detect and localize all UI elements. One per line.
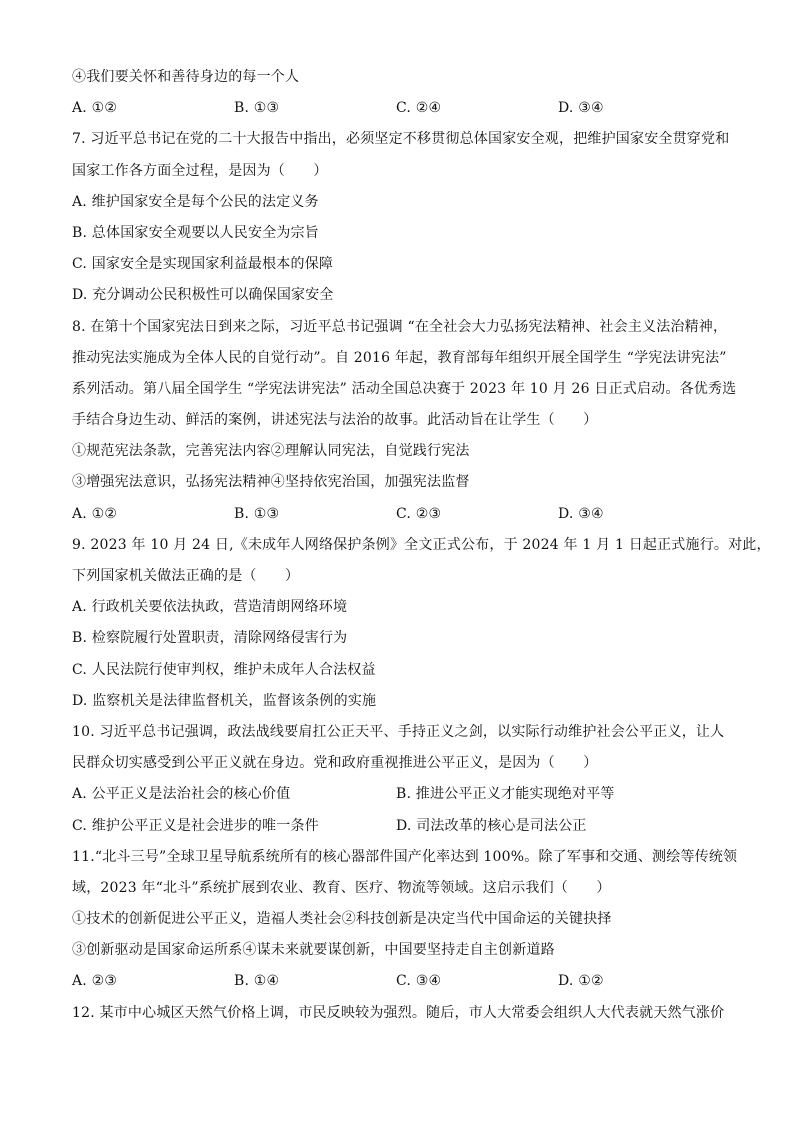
q11-option-d: D. ①② [558,973,604,990]
q8-stem-line-3: 系列活动。第八届全国学生 “学宪法讲宪法” 活动全国总决赛于 2023 年 10 月 26 日正式启动。各优秀选 [72,380,737,397]
q6-option-c: C. ②④ [396,100,442,117]
q11-stem-line-2: 域，2023 年“北斗”系统扩展到农业、教育、医疗、物流等领域。这启示我们（ ） [72,879,611,896]
q6-option-a: A. ①② [72,100,118,117]
q6-options [72,93,732,124]
q10-stem-line-2: 民群众切实感受到公平正义就在身边。党和政府重视推进公平正义，是因为（ ） [72,755,598,772]
q7-option-a: A. 维护国家安全是每个公民的法定义务 [72,193,319,210]
q8-options [72,499,732,530]
q8-stem-line-4: 手结合身边生动、鲜活的案例，讲述宪法与法治的故事。此活动旨在让学生（ ） [72,412,598,429]
q10-options-row-2 [72,811,732,842]
q9-stem-line-2: 下列国家机关做法正确的是（ ） [72,568,300,584]
q12-stem-line-1: 12. 某市中心城区天然气价格上调，市民反映较为强烈。随后，市人大常委会组织人大代表就天然气涨价 [72,1004,725,1021]
q8-stem-line-2: 推动宪法实施成为全体人民的自觉行动”。自 2016 年起，教育部每年组织开展全国学生 “学宪法讲宪法” [72,349,727,366]
q6-option-b: B. ①③ [234,100,280,117]
q8-statements-1-2: ①规范宪法条款，完善宪法内容②理解认同宪法，自觉践行宪法 [72,443,470,460]
q11-option-a: A. ②③ [72,973,118,990]
q10-option-b: B. 推进公平正义才能实现绝对平等 [396,786,615,803]
q11-statements-3-4: ③创新驱动是国家命运所系④谋未来就要谋创新，中国要坚持走自主创新道路 [72,942,555,959]
q9-option-a: A. 行政机关要依法执政，营造清朗网络环境 [72,599,348,616]
exam-page [72,62,771,1029]
q10-options-row-1 [72,779,732,810]
q11-option-b: B. ①④ [234,973,280,990]
q11-statements-1-2: ①技术的创新促进公平正义，造福人类社会②科技创新是决定当代中国命运的关键抉择 [72,911,612,928]
q9-option-b: B. 检察院履行处置职责，清除网络侵害行为 [72,630,348,647]
q9-stem-line-1: 9. 2023 年 10 月 24 日,《未成年人网络保护条例》全文正式公布，于 2024 年 1 月 1 日起正式施行。对此， [72,536,771,553]
q9-option-c: C. 人民法院行使审判权，维护未成年人合法权益 [72,661,376,678]
q10-option-a: A. 公平正义是法治社会的核心价值 [72,786,291,803]
q9-option-d: D. 监察机关是法律监督机关，监督该条例的实施 [72,692,377,709]
q7-option-c: C. 国家安全是实现国家利益最根本的保障 [72,256,334,273]
q6-statement-4: ④我们要关怀和善待身边的每一个人 [72,69,300,85]
q10-option-d: D. 司法改革的核心是司法公正 [396,817,587,834]
q8-option-a: A. ①② [72,505,118,522]
q10-option-c: C. 维护公平正义是社会进步的唯一条件 [72,817,319,834]
q8-option-b: B. ①③ [234,505,280,522]
q8-option-d: D. ③④ [558,505,604,522]
q11-options [72,966,732,997]
q7-stem-line-1: 7. 习近平总书记在党的二十大报告中指出，必须坚定不移贯彻总体国家安全观，把维护国家安全贯穿党和 [72,131,730,148]
q6-option-d: D. ③④ [558,100,604,117]
q8-option-c: C. ②③ [396,505,442,522]
q10-stem-line-1: 10. 习近平总书记强调，政法战线要肩扛公正天平、手持正义之剑，以实际行动维护社会公平正义，让人 [72,723,725,740]
q8-statements-3-4: ③增强宪法意识，弘扬宪法精神④坚持依宪治国，加强宪法监督 [72,474,470,491]
q7-option-b: B. 总体国家安全观要以人民安全为宗旨 [72,224,319,241]
q11-stem-line-1: 11.“北斗三号”全球卫星导航系统所有的核心器部件国产化率达到 100%。除了军事和交通、测绘等传统领 [72,848,738,865]
q8-stem-line-1: 8. 在第十个国家宪法日到来之际，习近平总书记强调 “在全社会大力弘扬宪法精神、社会主义法治精神， [72,318,728,335]
q7-option-d: D. 充分调动公民积极性可以确保国家安全 [72,287,334,304]
q7-stem-line-2: 国家工作各方面全过程，是因为（ ） [72,162,328,179]
q11-option-c: C. ③④ [396,973,442,990]
